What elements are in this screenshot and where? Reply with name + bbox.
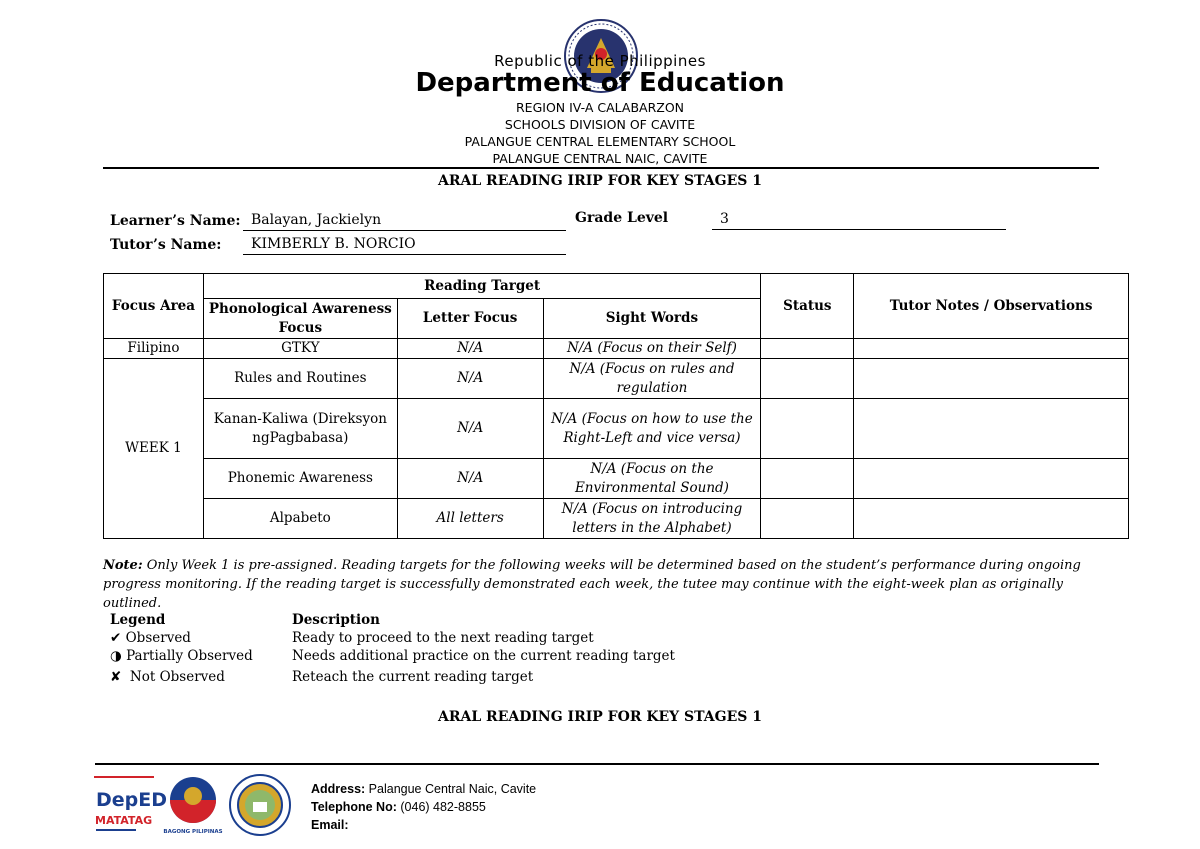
legend-label: Partially Observed bbox=[126, 648, 253, 664]
school-seal-logo bbox=[229, 774, 291, 836]
header-sight-words: Sight Words bbox=[543, 299, 761, 339]
cell-notes[interactable] bbox=[854, 399, 1129, 459]
cell-letter: N/A bbox=[397, 459, 543, 499]
bagong-pilipinas-logo bbox=[163, 774, 223, 836]
header-region: REGION IV-A CALABARZON bbox=[515, 100, 685, 115]
cell-letter: N/A bbox=[397, 359, 543, 399]
cell-notes[interactable] bbox=[854, 359, 1129, 399]
header-school: PALANGUE CENTRAL ELEMENTARY SCHOOL bbox=[464, 134, 736, 149]
header-division: SCHOOLS DIVISION OF CAVITE bbox=[504, 117, 696, 132]
cell-phonological: Kanan-Kaliwa (Direksyon ngPagbabasa) bbox=[203, 399, 397, 459]
note-text: Only Week 1 is pre-assigned. Reading targets for the following weeks will be determined based on the student’s performance during ongoing progress monitoring. If the reading target is successfully demonstrated each week, the tutee may continue with the eight-week plan as originally outlined. bbox=[103, 558, 1081, 611]
legend-description: Needs additional practice on the current reading target bbox=[292, 648, 675, 664]
tutor-name-label: Tutor’s Name: bbox=[110, 237, 222, 253]
cross-icon: ✘ bbox=[110, 669, 122, 685]
cell-focus: WEEK 1 bbox=[104, 359, 204, 539]
cell-sight: N/A (Focus on introducing letters in the Alphabet) bbox=[543, 499, 761, 539]
legend-item-not-observed bbox=[110, 669, 225, 685]
note-label: Note: bbox=[103, 558, 143, 573]
cell-letter: N/A bbox=[397, 339, 543, 359]
reading-target-table bbox=[103, 273, 1129, 539]
cell-phonological: Alpabeto bbox=[203, 499, 397, 539]
legend-label: Not Observed bbox=[129, 669, 225, 685]
legend-item-observed bbox=[110, 630, 191, 646]
cell-phonological: Rules and Routines bbox=[203, 359, 397, 399]
footer-address bbox=[311, 781, 536, 798]
footer-divider bbox=[95, 763, 1099, 765]
header-reading-target: Reading Target bbox=[203, 274, 760, 299]
phone-label: Telephone No: bbox=[311, 800, 397, 814]
document-title: ARAL READING IRIP FOR KEY STAGES 1 bbox=[437, 173, 763, 189]
cell-phonological: GTKY bbox=[203, 339, 397, 359]
check-icon: ✔ bbox=[110, 630, 122, 646]
note-paragraph bbox=[103, 556, 1103, 613]
header-focus-area: Focus Area bbox=[104, 274, 204, 339]
phone-value: (046) 482-8855 bbox=[400, 800, 486, 814]
grade-level-field[interactable]: 3 bbox=[712, 210, 1006, 230]
cell-letter: All letters bbox=[397, 499, 543, 539]
header-tutor-notes: Tutor Notes / Observations bbox=[854, 274, 1129, 339]
table-row bbox=[104, 459, 1129, 499]
footer-email bbox=[311, 817, 349, 834]
svg-text:BAGONG PILIPINAS: BAGONG PILIPINAS bbox=[163, 829, 223, 835]
address-value: Palangue Central Naic, Cavite bbox=[368, 782, 537, 796]
email-label: Email: bbox=[311, 818, 349, 832]
cell-notes[interactable] bbox=[854, 499, 1129, 539]
cell-status[interactable] bbox=[761, 359, 854, 399]
learner-name-field[interactable]: Balayan, Jackielyn bbox=[243, 211, 566, 231]
department-heading: Department of Education bbox=[415, 68, 785, 98]
cell-phonological: Phonemic Awareness bbox=[203, 459, 397, 499]
cell-status[interactable] bbox=[761, 459, 854, 499]
table-row bbox=[104, 499, 1129, 539]
table-row bbox=[104, 359, 1129, 399]
address-label: Address: bbox=[311, 782, 366, 796]
cell-sight: N/A (Focus on how to use the Right-Left and vice versa) bbox=[543, 399, 761, 459]
cell-sight: N/A (Focus on the Environmental Sound) bbox=[543, 459, 761, 499]
legend-label: Observed bbox=[125, 630, 191, 646]
header-status: Status bbox=[761, 274, 854, 339]
header-divider bbox=[103, 167, 1099, 169]
legend-description: Ready to proceed to the next reading target bbox=[292, 630, 594, 646]
half-circle-icon: ◑ bbox=[110, 648, 122, 664]
deped-matatag-logo bbox=[92, 776, 168, 836]
header-phonological: Phonological Awareness Focus bbox=[203, 299, 397, 339]
cell-focus: Filipino bbox=[104, 339, 204, 359]
republic-heading: Republic of the Philippines bbox=[494, 52, 706, 70]
legend-description: Reteach the current reading target bbox=[292, 669, 534, 685]
legend-item-partial bbox=[110, 648, 253, 664]
cell-notes[interactable] bbox=[854, 339, 1129, 359]
cell-status[interactable] bbox=[761, 499, 854, 539]
cell-status[interactable] bbox=[761, 339, 854, 359]
footer-phone bbox=[311, 799, 486, 816]
svg-text:DepED: DepED bbox=[96, 789, 168, 811]
document-title-repeat: ARAL READING IRIP FOR KEY STAGES 1 bbox=[437, 709, 763, 725]
grade-level-label: Grade Level bbox=[575, 210, 669, 226]
cell-status[interactable] bbox=[761, 399, 854, 459]
svg-text:MATATAG: MATATAG bbox=[95, 814, 153, 827]
cell-notes[interactable] bbox=[854, 459, 1129, 499]
legend-header: Legend bbox=[110, 612, 166, 628]
table-row bbox=[104, 399, 1129, 459]
table-row bbox=[104, 339, 1129, 359]
learner-name-label: Learner’s Name: bbox=[110, 213, 241, 229]
description-header: Description bbox=[292, 612, 380, 628]
cell-letter: N/A bbox=[397, 399, 543, 459]
cell-sight: N/A (Focus on rules and regulation bbox=[543, 359, 761, 399]
header-address: PALANGUE CENTRAL NAIC, CAVITE bbox=[492, 151, 708, 166]
header-letter-focus: Letter Focus bbox=[397, 299, 543, 339]
tutor-name-field[interactable]: KIMBERLY B. NORCIO bbox=[243, 235, 566, 255]
cell-sight: N/A (Focus on their Self) bbox=[543, 339, 761, 359]
